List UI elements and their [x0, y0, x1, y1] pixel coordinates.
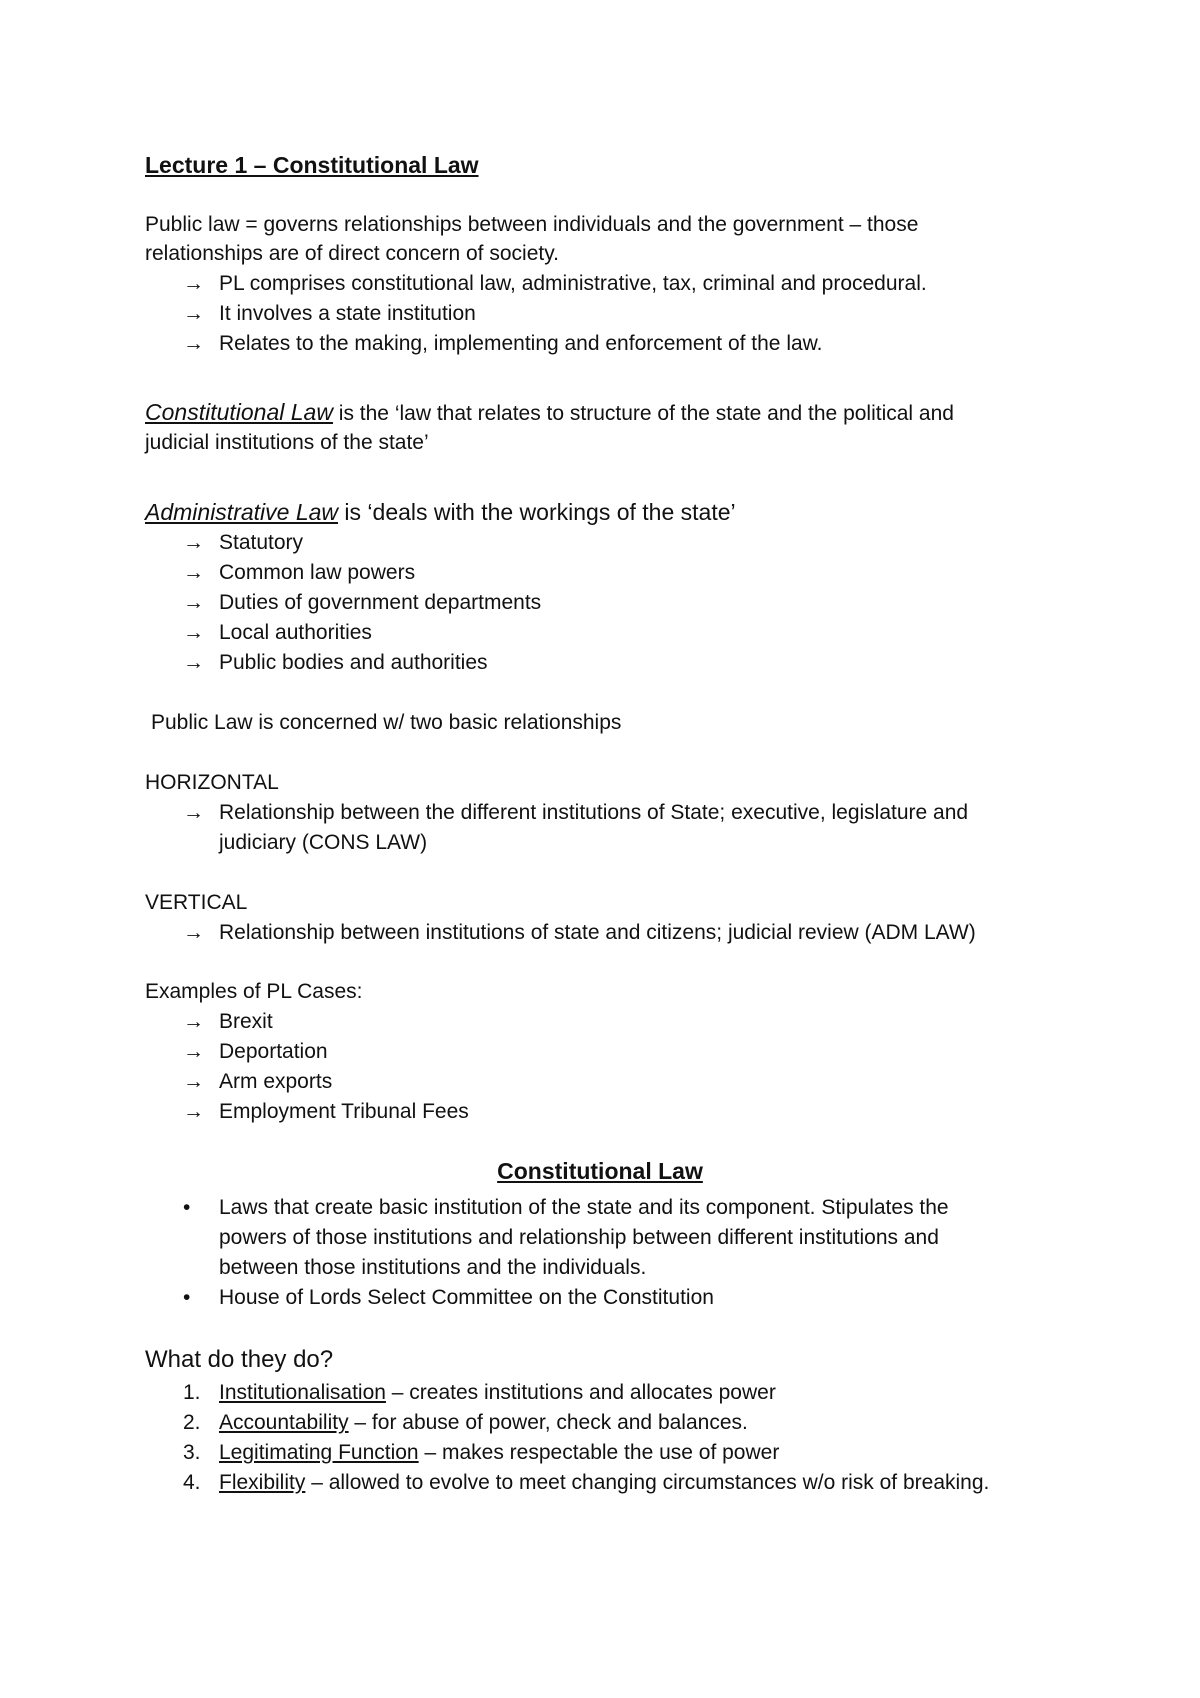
list-item: → Relationship between institutions of state and citizens; judicial review (ADM LAW) — [183, 918, 976, 948]
arrow-icon: → — [183, 1010, 204, 1033]
arrow-icon: → — [183, 272, 204, 295]
arrow-icon: → — [183, 1100, 204, 1123]
administrative-law-definition: Administrative Law is ‘deals with the workings of the state’ — [145, 499, 736, 525]
list-item: → Deportation — [183, 1037, 328, 1067]
public-law-line-1: Public law = governs relationships between individuals and the government – those — [145, 213, 919, 236]
list-item-continuation: powers of those institutions and relationship between different institutions and — [219, 1226, 939, 1249]
arrow-icon: → — [183, 561, 204, 584]
page-title: Lecture 1 – Constitutional Law — [145, 152, 479, 178]
list-item: • House of Lords Select Committee on the Constitution — [183, 1283, 714, 1313]
list-item: → It involves a state institution — [183, 299, 476, 329]
administrative-law-term: Administrative Law — [145, 499, 339, 525]
arrow-icon: → — [183, 591, 204, 614]
arrow-icon: → — [183, 651, 204, 674]
list-item: → Local authorities — [183, 618, 372, 648]
list-item: → PL comprises constitutional law, administrative, tax, criminal and procedural. — [183, 269, 927, 299]
list-item: → Common law powers — [183, 558, 415, 588]
arrow-icon: → — [183, 921, 204, 944]
list-item: → Duties of government departments — [183, 588, 541, 618]
horizontal-heading: HORIZONTAL — [145, 771, 279, 794]
list-item: → Public bodies and authorities — [183, 648, 488, 678]
section-heading: Constitutional Law — [497, 1158, 703, 1184]
constitutional-law-definition: Constitutional Law is the ‘law that relates to structure of the state and the political and — [145, 399, 954, 425]
list-item: → Relationship between the different institutions of State; executive, legislature and — [183, 798, 968, 828]
numbered-item: 1. Institutionalisation – creates institutions and allocates power — [183, 1381, 776, 1404]
numbered-item: 2. Accountability – for abuse of power, check and balances. — [183, 1411, 748, 1434]
bullet-icon: • — [183, 1196, 191, 1219]
relationships-intro: Public Law is concerned w/ two basic relationships — [151, 711, 622, 734]
list-item: → Brexit — [183, 1007, 273, 1037]
constitutional-law-definition-line-2: judicial institutions of the state’ — [145, 431, 429, 454]
arrow-icon: → — [183, 801, 204, 824]
numbered-item: 3. Legitimating Function – makes respectable the use of power — [183, 1441, 780, 1464]
constitutional-law-term: Constitutional Law — [145, 399, 333, 425]
arrow-icon: → — [183, 1070, 204, 1093]
list-item-continuation: judiciary (CONS LAW) — [219, 831, 428, 854]
numbered-item: 4. Flexibility – allowed to evolve to meet changing circumstances w/o risk of breaking. — [183, 1471, 990, 1494]
list-item: • Laws that create basic institution of the state and its component. Stipulates the — [183, 1193, 949, 1223]
list-item: → Statutory — [183, 528, 303, 558]
arrow-icon: → — [183, 332, 204, 355]
list-item: → Relates to the making, implementing and enforcement of the law. — [183, 329, 823, 359]
list-item-continuation: between those institutions and the individuals. — [219, 1256, 647, 1279]
list-item: → Employment Tribunal Fees — [183, 1097, 469, 1127]
bullet-icon: • — [183, 1286, 191, 1309]
arrow-icon: → — [183, 1040, 204, 1063]
arrow-icon: → — [183, 531, 204, 554]
what-do-heading: What do they do? — [145, 1346, 334, 1373]
examples-heading: Examples of PL Cases: — [145, 980, 363, 1003]
list-item: → Arm exports — [183, 1067, 332, 1097]
arrow-icon: → — [183, 302, 204, 325]
public-law-line-2: relationships are of direct concern of society. — [145, 242, 559, 265]
vertical-heading: VERTICAL — [145, 891, 248, 914]
arrow-icon: → — [183, 621, 204, 644]
